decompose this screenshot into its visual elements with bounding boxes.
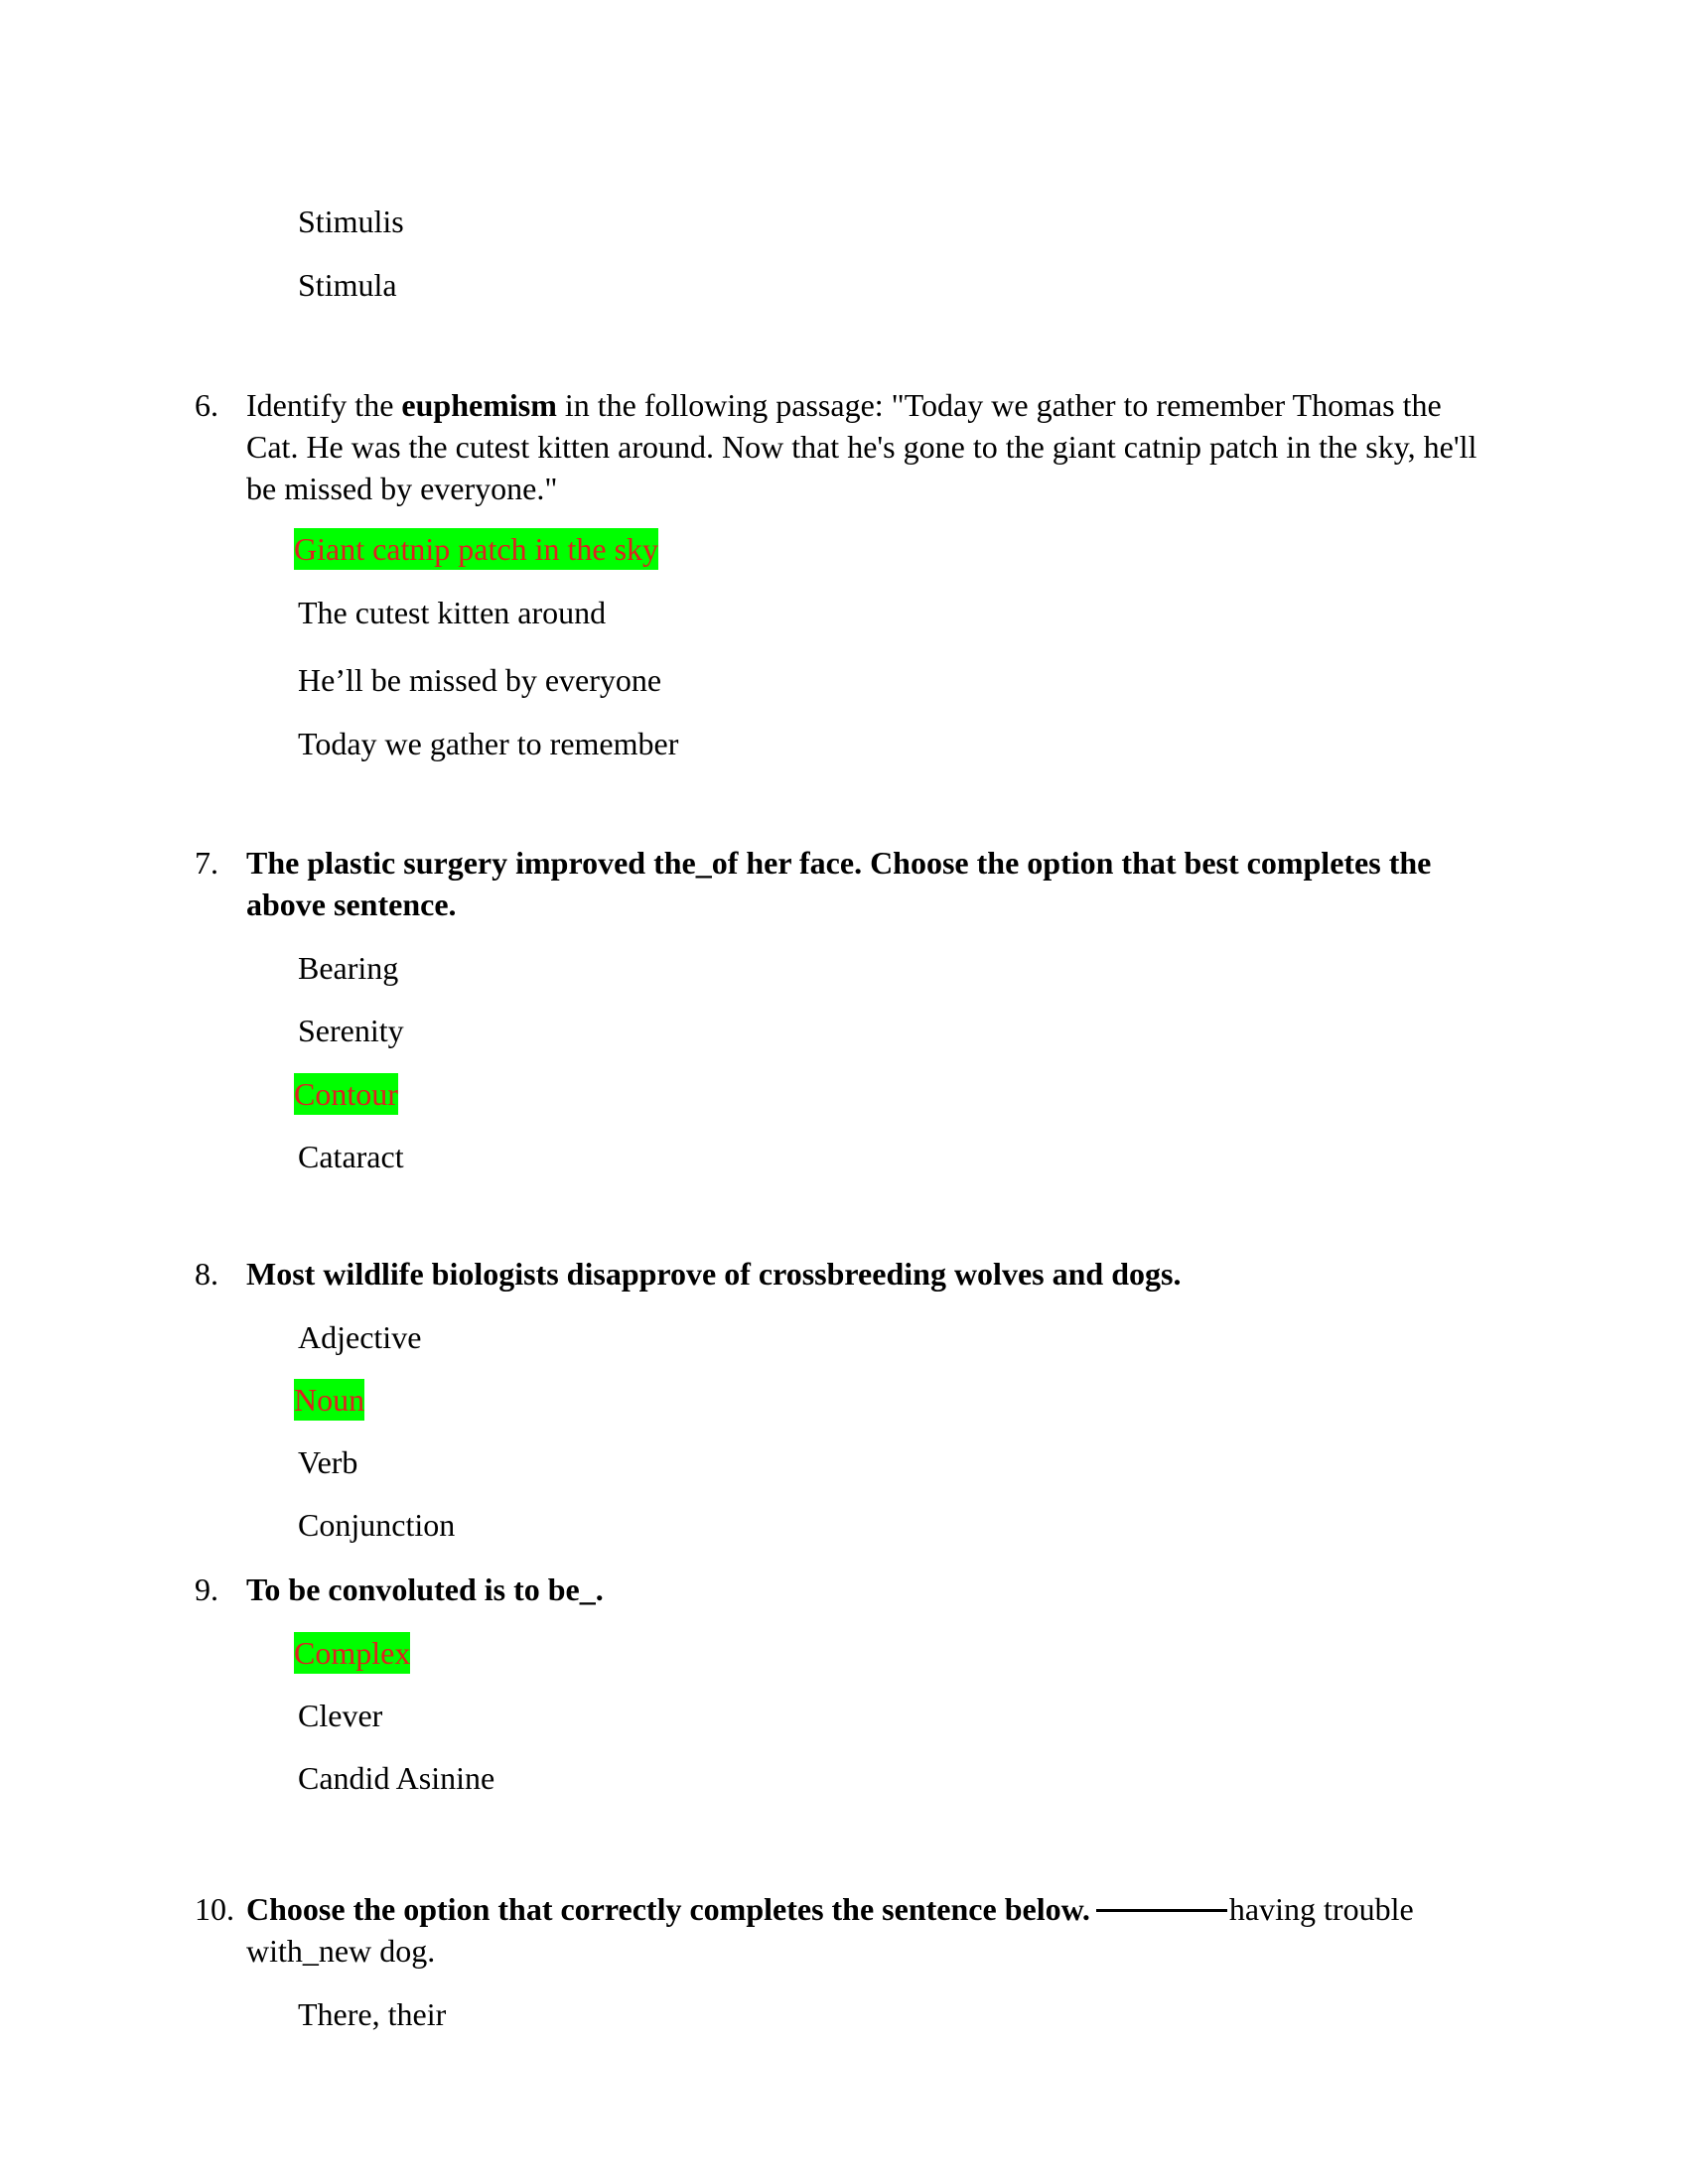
question-8-text: Most wildlife biologists disapprove of crossbreeding wolves and dogs. xyxy=(246,1256,1182,1292)
option-stimula: Stimula xyxy=(298,267,397,303)
question-6-option-correct: Giant catnip patch in the sky xyxy=(294,528,658,570)
question-6-text-after: in the following passage: "Today we gather to remember Thomas the Cat. He was the cutest kitten around. Now that he's gone to the giant catnip patch in the sky, he'll be missed by everyone." xyxy=(246,387,1477,506)
question-8-option: Verb xyxy=(298,1444,358,1480)
question-7-number: 7. xyxy=(195,845,218,881)
question-10-option: There, their xyxy=(298,1996,447,2032)
question-9-option: Clever xyxy=(298,1698,383,1733)
question-6-text xyxy=(246,384,1497,509)
option-stimulis: Stimulis xyxy=(298,204,404,239)
question-8-option: Conjunction xyxy=(298,1507,456,1543)
question-7-option-correct: Contour xyxy=(294,1073,398,1115)
fill-in-blank-line xyxy=(1096,1909,1227,1912)
question-9-text: To be convoluted is to be_. xyxy=(246,1571,604,1607)
question-6-number: 6. xyxy=(195,387,218,423)
question-8-option: Adjective xyxy=(298,1319,422,1355)
question-8-number: 8. xyxy=(195,1256,218,1292)
question-9-option-correct: Complex xyxy=(294,1632,410,1674)
question-10-number: 10. xyxy=(195,1891,234,1927)
question-8-option-correct: Noun xyxy=(294,1379,364,1421)
question-9-option: Candid Asinine xyxy=(298,1760,495,1796)
question-6-option: The cutest kitten around xyxy=(298,595,607,630)
question-10-text-bold: Choose the option that correctly completes the sentence below. xyxy=(246,1891,1090,1927)
question-7-text: The plastic surgery improved the_of her face. Choose the option that best completes the above sentence. xyxy=(246,845,1432,922)
question-6-keyword: euphemism xyxy=(401,387,557,423)
question-10-text xyxy=(246,1888,1497,1972)
question-10-text-after: having trouble with_new dog. xyxy=(246,1891,1414,1969)
question-9-number: 9. xyxy=(195,1571,218,1607)
question-7-option: Cataract xyxy=(298,1139,404,1174)
question-7-option: Bearing xyxy=(298,950,399,986)
question-6-option: Today we gather to remember xyxy=(298,726,679,761)
question-6-option: He’ll be missed by everyone xyxy=(298,662,662,698)
question-6-text-before: Identify the xyxy=(246,387,402,423)
question-7-option: Serenity xyxy=(298,1013,404,1048)
